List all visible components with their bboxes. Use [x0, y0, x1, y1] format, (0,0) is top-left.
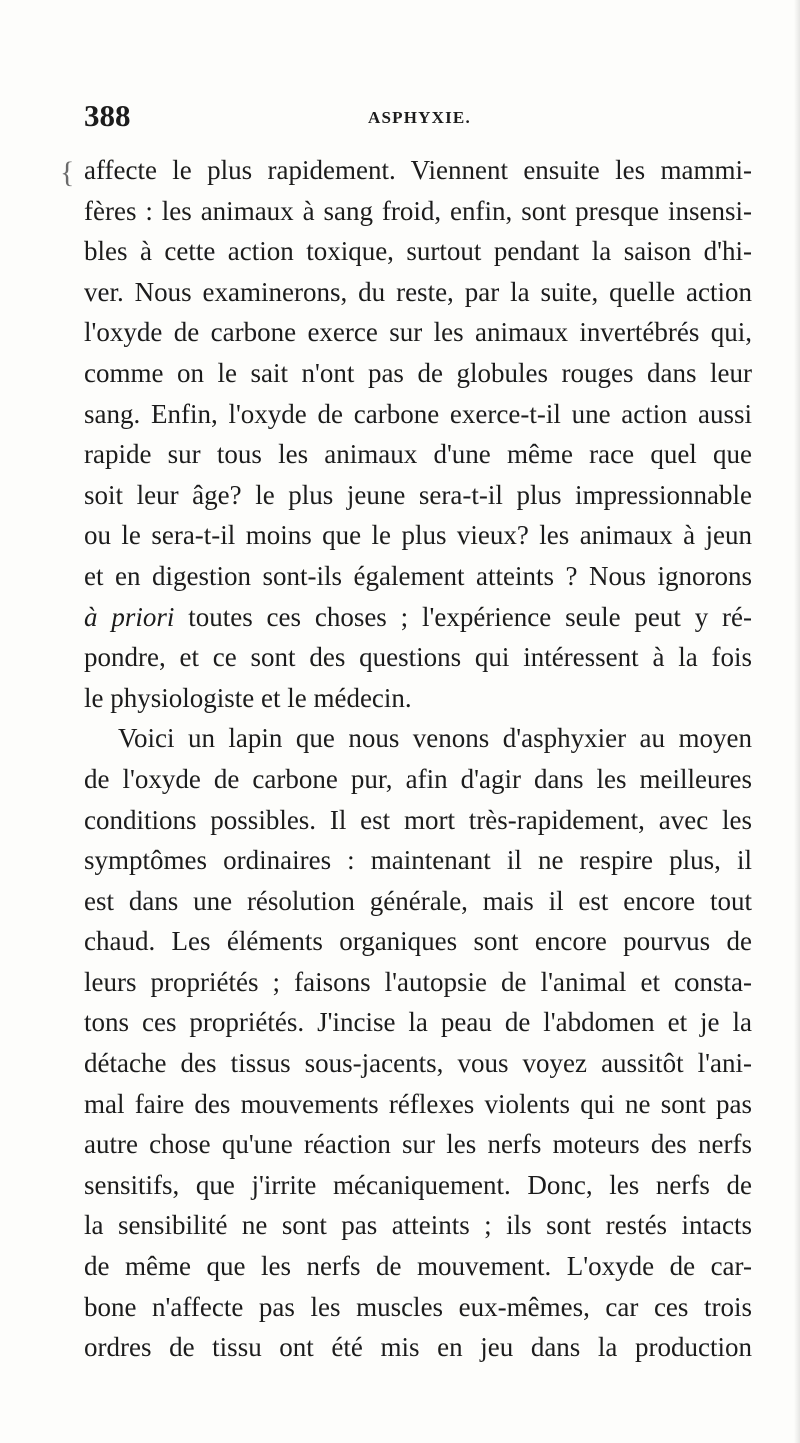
- margin-bracket-mark: {: [60, 156, 75, 189]
- text-line: de l'oxyde de carbone pur, afin d'agir dans les meilleures: [84, 763, 752, 794]
- text-line: mal faire des mouvements réflexes violents qui ne sont pas: [84, 1088, 752, 1119]
- page-number: 388: [84, 98, 131, 133]
- text-line: le physiologiste et le médecin.: [84, 682, 412, 713]
- text-line: tons ces propriétés. J'incise la peau de l'abdomen et je la: [84, 1007, 752, 1038]
- text-line: ordres de tissu ont été mis en jeu dans la production: [84, 1332, 752, 1363]
- text-line: et en digestion sont-ils également atteints ? Nous ignorons: [84, 560, 752, 591]
- text-line: de même que les nerfs de mouvement. L'oxyde de car-: [84, 1251, 752, 1282]
- text-line: est dans une résolution générale, mais il est encore tout: [84, 885, 752, 916]
- text-line: ou le sera-t-il moins que le plus vieux? les animaux à jeun: [84, 520, 752, 551]
- text-line: Voici un lapin que nous venons d'asphyxier au moyen: [118, 723, 752, 754]
- text-line: symptômes ordinaires : maintenant il ne respire plus, il: [84, 845, 752, 876]
- text-line: rapide sur tous les animaux d'une même race quel que: [84, 439, 752, 470]
- text-line: sensitifs, que j'irrite mécaniquement. Donc, les nerfs de: [84, 1169, 752, 1200]
- text-line-with-italic: [84, 597, 752, 638]
- text-line: affecte le plus rapidement. Viennent ensuite les mammi-: [84, 155, 752, 185]
- running-head: ASPHYXIE.: [368, 108, 471, 127]
- text-line: conditions possibles. Il est mort très-rapidement, avec les: [84, 804, 752, 835]
- italic-phrase: à priori: [84, 601, 175, 632]
- text-line-rest: toutes ces choses ; l'expérience seule peut y ré-: [188, 601, 752, 632]
- text-line: comme on le sait n'ont pas de globules rouges dans leur: [84, 357, 752, 388]
- text-line: sang. Enfin, l'oxyde de carbone exerce-t-il une action aussi: [84, 398, 752, 429]
- text-line: soit leur âge? le plus jeune sera-t-il plus impressionnable: [84, 479, 752, 510]
- text-line: leurs propriétés ; faisons l'autopsie de l'animal et consta-: [84, 966, 752, 997]
- text-line: chaud. Les éléments organiques sont encore pourvus de: [84, 926, 752, 957]
- page-header: [84, 96, 760, 146]
- text-line: bone n'affecte pas les muscles eux-mêmes, car ces trois: [84, 1291, 752, 1322]
- text-line: pondre, et ce sont des questions qui intéressent à la fois: [84, 642, 752, 673]
- text-line: fères : les animaux à sang froid, enfin, sont presque insensi-: [84, 195, 752, 226]
- page-edge-shadow: [794, 0, 800, 1443]
- text-line: l'oxyde de carbone exerce sur les animaux invertébrés qui,: [84, 317, 752, 348]
- text-line: détache des tissus sous-jacents, vous voyez aussitôt l'ani-: [84, 1048, 752, 1079]
- text-line: bles à cette action toxique, surtout pendant la saison d'hi-: [84, 236, 752, 267]
- text-line: la sensibilité ne sont pas atteints ; ils sont restés intacts: [84, 1210, 752, 1241]
- text-line: autre chose qu'une réaction sur les nerfs moteurs des nerfs: [84, 1129, 752, 1160]
- text-line: ver. Nous examinerons, du reste, par la suite, quelle action: [84, 276, 752, 307]
- body-text: [84, 150, 752, 1368]
